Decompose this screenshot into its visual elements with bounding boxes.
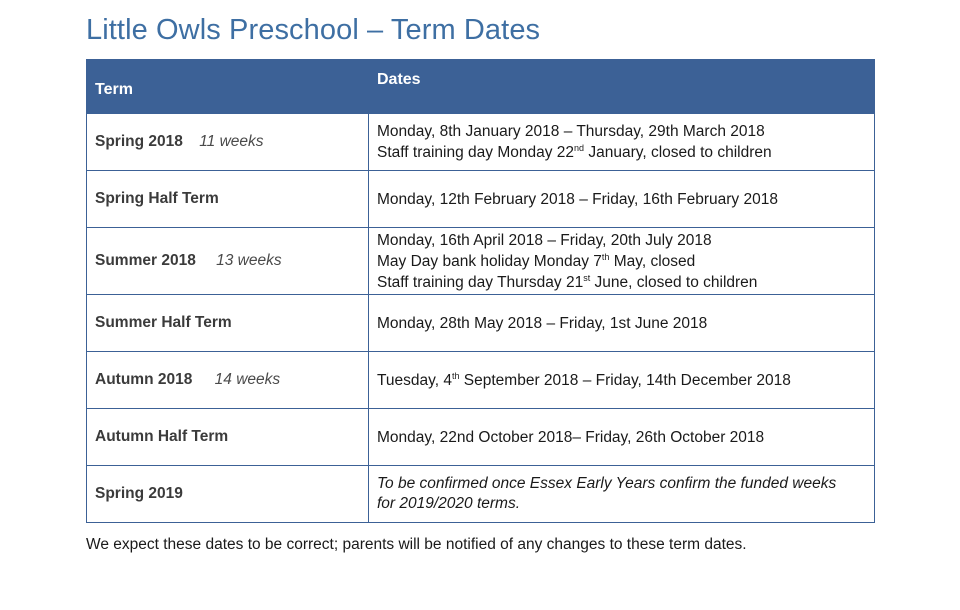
date-line: Staff training day Monday 22nd January, closed to children — [377, 143, 772, 161]
date-line: Monday, 16th April 2018 – Friday, 20th July 2018 — [377, 231, 712, 249]
date-line: Monday, 8th January 2018 – Thursday, 29th March 2018 — [377, 123, 765, 140]
table-row — [87, 295, 875, 352]
term-name: Spring 2019 — [95, 485, 183, 502]
term-cell — [87, 171, 369, 228]
dates-cell — [369, 171, 875, 228]
term-cell — [87, 114, 369, 171]
date-line: Staff training day Thursday 21st June, closed to children — [377, 272, 758, 291]
dates-cell — [369, 228, 875, 295]
column-header-term: Term — [87, 60, 369, 114]
dates-cell — [369, 466, 875, 523]
date-line: Monday, 28th May 2018 – Friday, 1st June 2018 — [377, 314, 708, 332]
date-line: To be confirmed once Essex Early Years confirm the funded weeks — [377, 475, 837, 492]
term-name: Summer 2018 — [95, 252, 196, 269]
term-cell — [87, 409, 369, 466]
table-header-row — [87, 60, 875, 114]
dates-cell — [369, 409, 875, 466]
page-title: Little Owls Preschool – Term Dates — [86, 14, 541, 46]
date-line: May Day bank holiday Monday 7th May, closed — [377, 251, 696, 270]
term-weeks: 11 weeks — [199, 133, 264, 150]
table-row — [87, 228, 875, 295]
table-row — [87, 171, 875, 228]
term-cell — [87, 295, 369, 352]
table-row — [87, 352, 875, 409]
table-row — [87, 114, 875, 171]
term-dates-table — [86, 59, 875, 523]
footer-note: We expect these dates to be correct; parents will be notified of any changes to these term dates. — [86, 536, 747, 553]
term-cell — [87, 228, 369, 295]
dates-cell — [369, 114, 875, 171]
term-name: Autumn 2018 — [95, 371, 193, 388]
date-line: Monday, 22nd October 2018– Friday, 26th October 2018 — [377, 428, 765, 446]
column-header-dates: Dates — [369, 60, 875, 114]
dates-cell — [369, 352, 875, 409]
term-name: Autumn Half Term — [95, 428, 229, 445]
table-row — [87, 409, 875, 466]
term-name: Spring 2018 — [95, 133, 183, 150]
term-name: Summer Half Term — [95, 314, 232, 331]
dates-cell — [369, 295, 875, 352]
term-cell — [87, 352, 369, 409]
table-row — [87, 466, 875, 523]
date-line: Tuesday, 4th September 2018 – Friday, 14th December 2018 — [377, 370, 791, 389]
term-weeks: 13 weeks — [216, 252, 282, 269]
term-name: Spring Half Term — [95, 190, 219, 207]
term-weeks: 14 weeks — [214, 371, 281, 388]
date-line: Monday, 12th February 2018 – Friday, 16th February 2018 — [377, 190, 778, 208]
term-cell — [87, 466, 369, 523]
date-line: for 2019/2020 terms. — [377, 495, 521, 512]
